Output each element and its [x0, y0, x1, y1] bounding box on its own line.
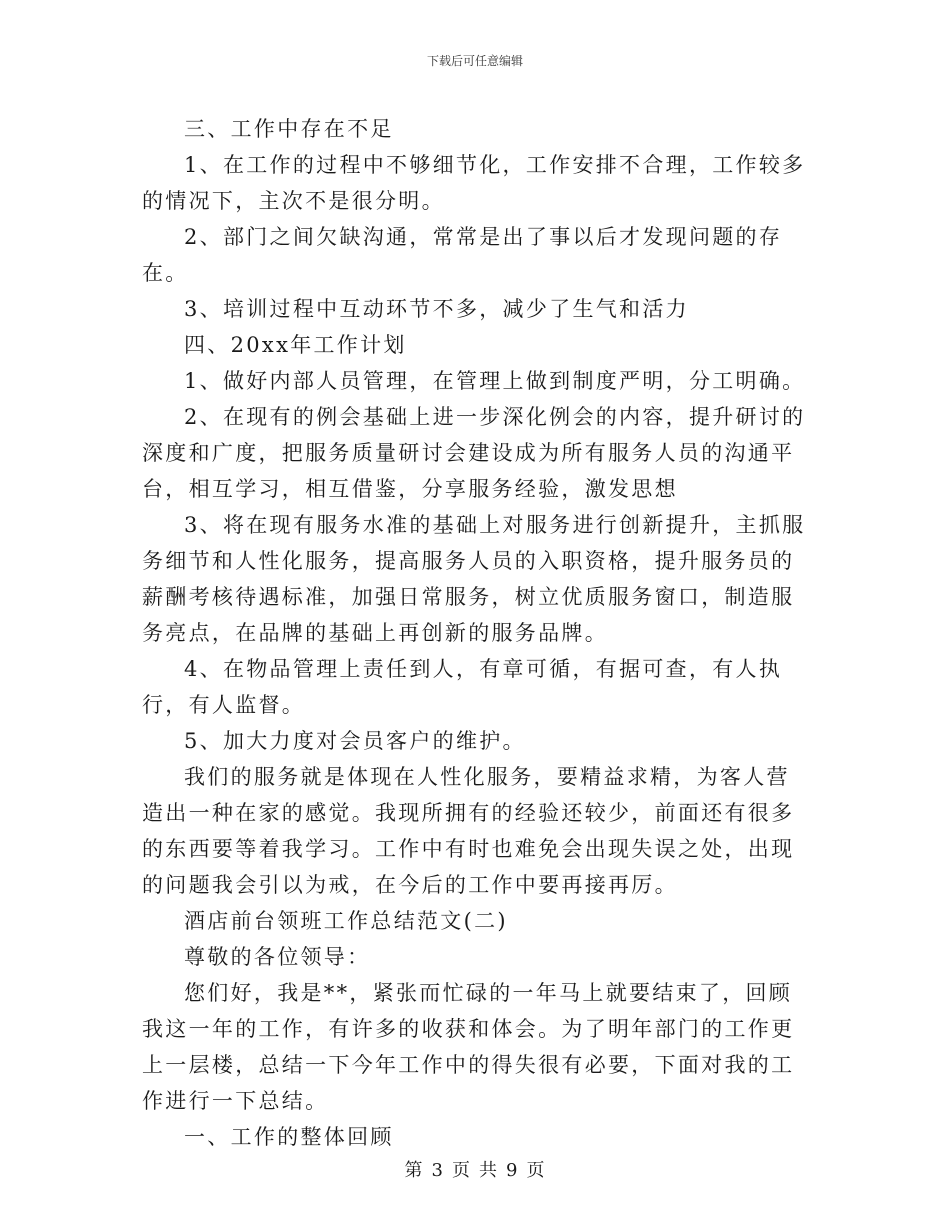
paragraph: 2、部门之间欠缺沟通，常常是出了事以后才发现问题的存在。	[142, 225, 783, 285]
section-heading-work-plan: 四、20xx年工作计划	[184, 333, 407, 357]
article-title: 酒店前台领班工作总结范文(二)	[184, 909, 508, 933]
footer-total-label: 共	[479, 1160, 498, 1181]
page-number-footer	[0, 1156, 950, 1182]
footer-page-label-2: 页	[526, 1160, 546, 1181]
salutation: 尊敬的各位领导：	[184, 945, 371, 969]
paragraph: 4、在物品管理上责任到人，有章可循，有据可查，有人执行，有人监督。	[142, 657, 783, 717]
section-heading-shortcomings: 三、工作中存在不足	[184, 117, 394, 141]
page-header-note: 下载后可任意编辑	[426, 54, 523, 68]
paragraph: 您们好，我是**，紧张而忙碌的一年马上就要结束了，回顾我这一年的工作，有许多的收获和体会。为了明年部门的工作更上一层楼，总结一下今年工作中的得失很有必要，下面对我的工作进行一下总结。	[142, 981, 795, 1113]
paragraph: 我们的服务就是体现在人性化服务，要精益求精，为客人营造出一种在家的感觉。我现所拥有的经验还较少，前面还有很多的东西要等着我学习。工作中有时也难免会出现失误之处，出现的问题我会引以为戒，在今后的工作中要再接再厉。	[142, 765, 795, 897]
footer-prefix: 第	[404, 1160, 424, 1181]
document-body	[142, 111, 812, 1155]
total-pages-number: 9	[506, 1160, 519, 1181]
footer-page-label: 页	[452, 1160, 471, 1181]
paragraph: 1、在工作的过程中不够细节化，工作安排不合理，工作较多的情况下，主次不是很分明。	[142, 153, 806, 213]
paragraph: 3、培训过程中互动环节不多，减少了生气和活力	[184, 297, 689, 321]
current-page-number: 3	[431, 1160, 444, 1181]
paragraph: 2、在现有的例会基础上进一步深化例会的内容，提升研讨的深度和广度，把服务质量研讨会建设成为所有服务人员的沟通平台，相互学习，相互借鉴，分享服务经验，激发思想	[142, 405, 806, 501]
paragraph: 5、加大力度对会员客户的维护。	[184, 729, 526, 753]
paragraph: 1、做好内部人员管理，在管理上做到制度严明，分工明确。	[184, 369, 806, 393]
section-heading-review: 一、工作的整体回顾	[184, 1125, 394, 1149]
paragraph: 3、将在现有服务水准的基础上对服务进行创新提升，主抓服务细节和人性化服务，提高服务人员的入职资格，提升服务员的薪酬考核待遇标准，加强日常服务，树立优质服务窗口，制造服务亮点，在品牌的基础上再创新的服务品牌。	[142, 513, 806, 645]
